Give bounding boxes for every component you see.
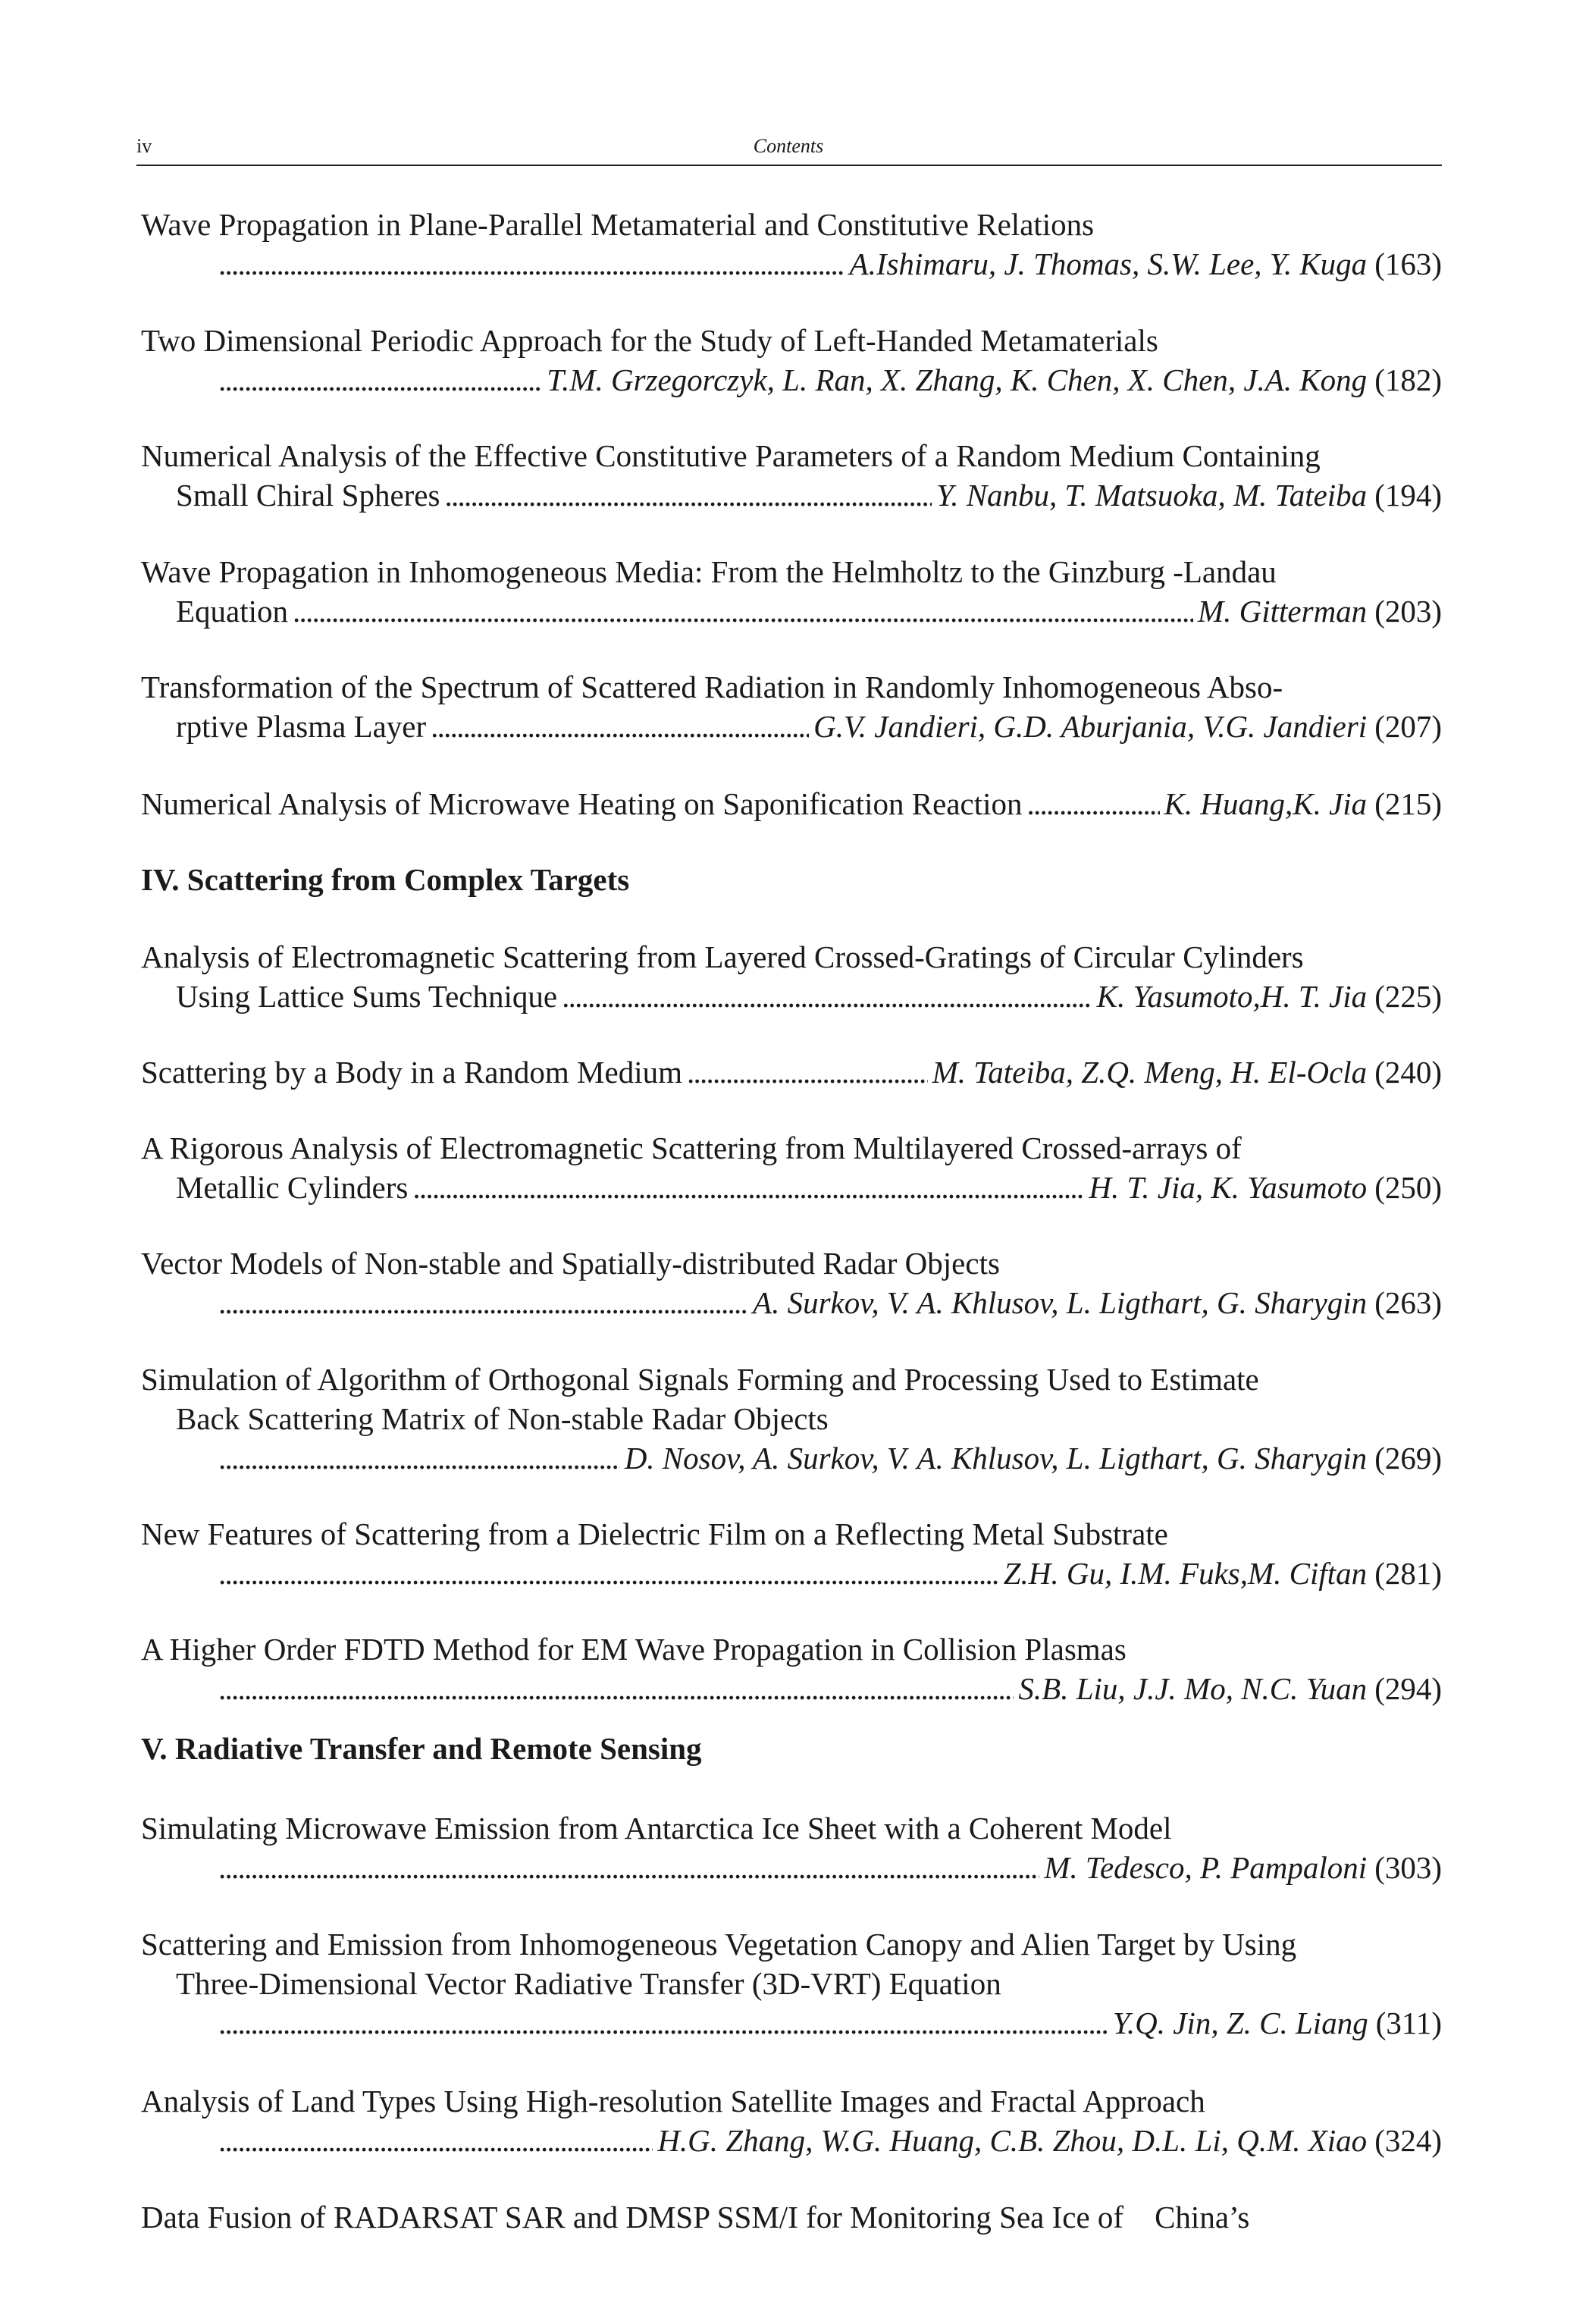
entry-page: (250): [1374, 1170, 1442, 1205]
entry-page: (324): [1374, 2123, 1442, 2158]
entry-authors: D. Nosov, A. Surkov, V. A. Khlusov, L. Ligthart, G. Sharygin: [624, 1441, 1368, 1476]
entry-attribution: [141, 2003, 1442, 2043]
leader-dots: [444, 475, 932, 515]
entry-title: Vector Models of Non-stable and Spatially-distributed Radar Objects: [141, 1246, 1000, 1281]
entry-title: Analysis of Land Types Using High-resolution Satellite Images and Fractal Approach: [141, 2084, 1205, 2119]
leader-dots: [293, 591, 1193, 631]
toc-entry[interactable]: [141, 2081, 1442, 2160]
entry-authors: K. Huang,K. Jia: [1164, 786, 1368, 821]
leader-dots: [218, 1438, 620, 1478]
leader-dots: [218, 2121, 653, 2160]
entry-title: Analysis of Electromagnetic Scattering from Layered Crossed-Gratings of Circular Cylinders: [141, 939, 1304, 974]
entry-attribution: [141, 1554, 1442, 1593]
entry-title: Simulating Microwave Emission from Antarctica Ice Sheet with a Coherent Model: [141, 1811, 1172, 1846]
toc-entry[interactable]: [141, 1052, 1442, 1092]
leader-dots: [218, 360, 542, 400]
entry-attribution: [141, 1669, 1442, 1708]
header-rule: [136, 165, 1442, 166]
section-heading-iv: IV. Scattering from Complex Targets: [141, 862, 630, 897]
entry-title: New Features of Scattering from a Dielectric Film on a Reflecting Metal Substrate: [141, 1516, 1168, 1551]
entry-title: Wave Propagation in Inhomogeneous Media: From the Helmholtz to the Ginzburg -Landau: [141, 554, 1277, 589]
leader-dots: [431, 707, 809, 746]
entry-authors: A. Surkov, V. A. Khlusov, L. Ligthart, G. Sharygin: [753, 1285, 1368, 1320]
toc-entry[interactable]: [141, 1514, 1442, 1593]
entry-page: (215): [1374, 786, 1442, 821]
entry-attribution: [141, 2121, 1442, 2160]
toc-entry[interactable]: [141, 321, 1442, 400]
entry-authors: M. Tateiba, Z.Q. Meng, H. El-Ocla: [932, 1055, 1368, 1090]
leader-dots: [687, 1052, 928, 1092]
entry-authors: S.B. Liu, J.J. Mo, N.C. Yuan: [1018, 1671, 1368, 1706]
entry-title: A Higher Order FDTD Method for EM Wave Propagation in Collision Plasmas: [141, 1632, 1127, 1667]
entry-title-continuation: rptive Plasma Layer: [176, 709, 427, 744]
leader-dots: [218, 1283, 748, 1322]
entry-attribution: [141, 244, 1442, 284]
entry-authors: H. T. Jia, K. Yasumoto: [1089, 1170, 1368, 1205]
entry-attribution: [141, 360, 1442, 400]
leader-dots: [218, 2003, 1108, 2043]
entry-authors: Y. Nanbu, T. Matsuoka, M. Tateiba: [936, 478, 1368, 513]
entry-title-continuation: Metallic Cylinders: [176, 1170, 409, 1205]
toc-entry[interactable]: [141, 1629, 1442, 1708]
leader-dots: [218, 1669, 1014, 1708]
running-title: Contents: [753, 135, 824, 157]
toc-entry[interactable]: [141, 205, 1442, 284]
entry-authors: H.G. Zhang, W.G. Huang, C.B. Zhou, D.L. Li, Q.M. Xiao: [657, 2123, 1368, 2158]
leader-dots: [218, 1554, 999, 1593]
entry-page: (240): [1374, 1055, 1442, 1090]
entry-authors: G.V. Jandieri, G.D. Aburjania, V.G. Jandieri: [813, 709, 1368, 744]
entry-attribution: [141, 1168, 1442, 1207]
toc-entry[interactable]: [141, 784, 1442, 823]
toc-entry[interactable]: [141, 1128, 1442, 1207]
entry-attribution: [141, 784, 1442, 823]
entry-attribution: [141, 1283, 1442, 1322]
entry-title: Scattering by a Body in a Random Medium: [141, 1055, 682, 1090]
entry-attribution: [141, 475, 1442, 515]
entry-title-continuation: Back Scattering Matrix of Non-stable Radar Objects: [176, 1401, 829, 1436]
entry-page: (281): [1374, 1556, 1442, 1591]
entry-page: (207): [1374, 709, 1442, 744]
entry-title: Numerical Analysis of Microwave Heating on Saponification Reaction: [141, 786, 1023, 821]
entry-page: (311): [1375, 2006, 1442, 2040]
entry-page: (203): [1374, 594, 1442, 629]
entry-authors: M. Tedesco, P. Pampaloni: [1044, 1850, 1368, 1885]
entry-page: (303): [1374, 1850, 1442, 1885]
entry-attribution: [141, 1848, 1442, 1887]
entry-title-continuation: Using Lattice Sums Technique: [176, 979, 558, 1014]
entry-page: (269): [1374, 1441, 1442, 1476]
section-heading-v: V. Radiative Transfer and Remote Sensing: [141, 1731, 702, 1766]
entry-attribution: [141, 1052, 1442, 1092]
entry-title: Wave Propagation in Plane-Parallel Metamaterial and Constitutive Relations: [141, 207, 1095, 242]
toc-entry[interactable]: [141, 1808, 1442, 1887]
entry-authors: M. Gitterman: [1197, 594, 1368, 629]
leader-dots: [562, 977, 1092, 1016]
entry-authors: K. Yasumoto,H. T. Jia: [1096, 979, 1368, 1014]
entry-authors: Z.H. Gu, I.M. Fuks,M. Ciftan: [1003, 1556, 1368, 1591]
entry-attribution: [141, 1438, 1442, 1478]
entry-title-continuation: Equation: [176, 594, 289, 629]
toc-entry[interactable]: [141, 436, 1442, 515]
toc-entry[interactable]: [141, 2197, 1442, 2237]
entry-authors: Y.Q. Jin, Z. C. Liang: [1112, 2006, 1368, 2040]
entry-title-continuation: Small Chiral Spheres: [176, 478, 440, 513]
entry-title: Numerical Analysis of the Effective Constitutive Parameters of a Random Medium Containing: [141, 438, 1321, 473]
entry-title: Data Fusion of RADARSAT SAR and DMSP SSM/I for Monitoring Sea Ice of China’s: [141, 2200, 1250, 2235]
entry-title: Simulation of Algorithm of Orthogonal Signals Forming and Processing Used to Estimate: [141, 1362, 1259, 1397]
toc-entry[interactable]: [141, 937, 1442, 1016]
entry-page: (182): [1374, 362, 1442, 397]
leader-dots: [218, 1848, 1039, 1887]
toc-entry[interactable]: [141, 552, 1442, 631]
entry-page: (294): [1374, 1671, 1442, 1706]
toc-entry[interactable]: [141, 667, 1442, 746]
entry-page: (263): [1374, 1285, 1442, 1320]
entry-authors: T.M. Grzegorczyk, L. Ran, X. Zhang, K. Chen, X. Chen, J.A. Kong: [547, 362, 1368, 397]
toc-entry[interactable]: [141, 1360, 1442, 1478]
entry-title: Transformation of the Spectrum of Scattered Radiation in Randomly Inhomogeneous Abso-: [141, 670, 1283, 704]
toc-entry[interactable]: [141, 1924, 1442, 2043]
entry-title: A Rigorous Analysis of Electromagnetic Scattering from Multilayered Crossed-arrays of: [141, 1131, 1242, 1165]
entry-page: (163): [1374, 246, 1442, 281]
leader-dots: [1027, 784, 1160, 823]
entry-page: (225): [1374, 979, 1442, 1014]
leader-dots: [218, 244, 845, 284]
running-header: [136, 135, 1440, 167]
entry-page: (194): [1374, 478, 1442, 513]
page-number: iv: [136, 135, 152, 157]
entry-title-continuation: Three-Dimensional Vector Radiative Transfer (3D-VRT) Equation: [176, 1966, 1001, 2001]
toc-entry[interactable]: [141, 1244, 1442, 1322]
entry-title: Two Dimensional Periodic Approach for the Study of Left-Handed Metamaterials: [141, 323, 1158, 358]
entry-attribution: [141, 707, 1442, 746]
entry-attribution: [141, 591, 1442, 631]
entry-title: Scattering and Emission from Inhomogeneous Vegetation Canopy and Alien Target by Using: [141, 1927, 1297, 1962]
entry-authors: A.Ishimaru, J. Thomas, S.W. Lee, Y. Kuga: [849, 246, 1368, 281]
leader-dots: [412, 1168, 1084, 1207]
entry-attribution: [141, 977, 1442, 1016]
